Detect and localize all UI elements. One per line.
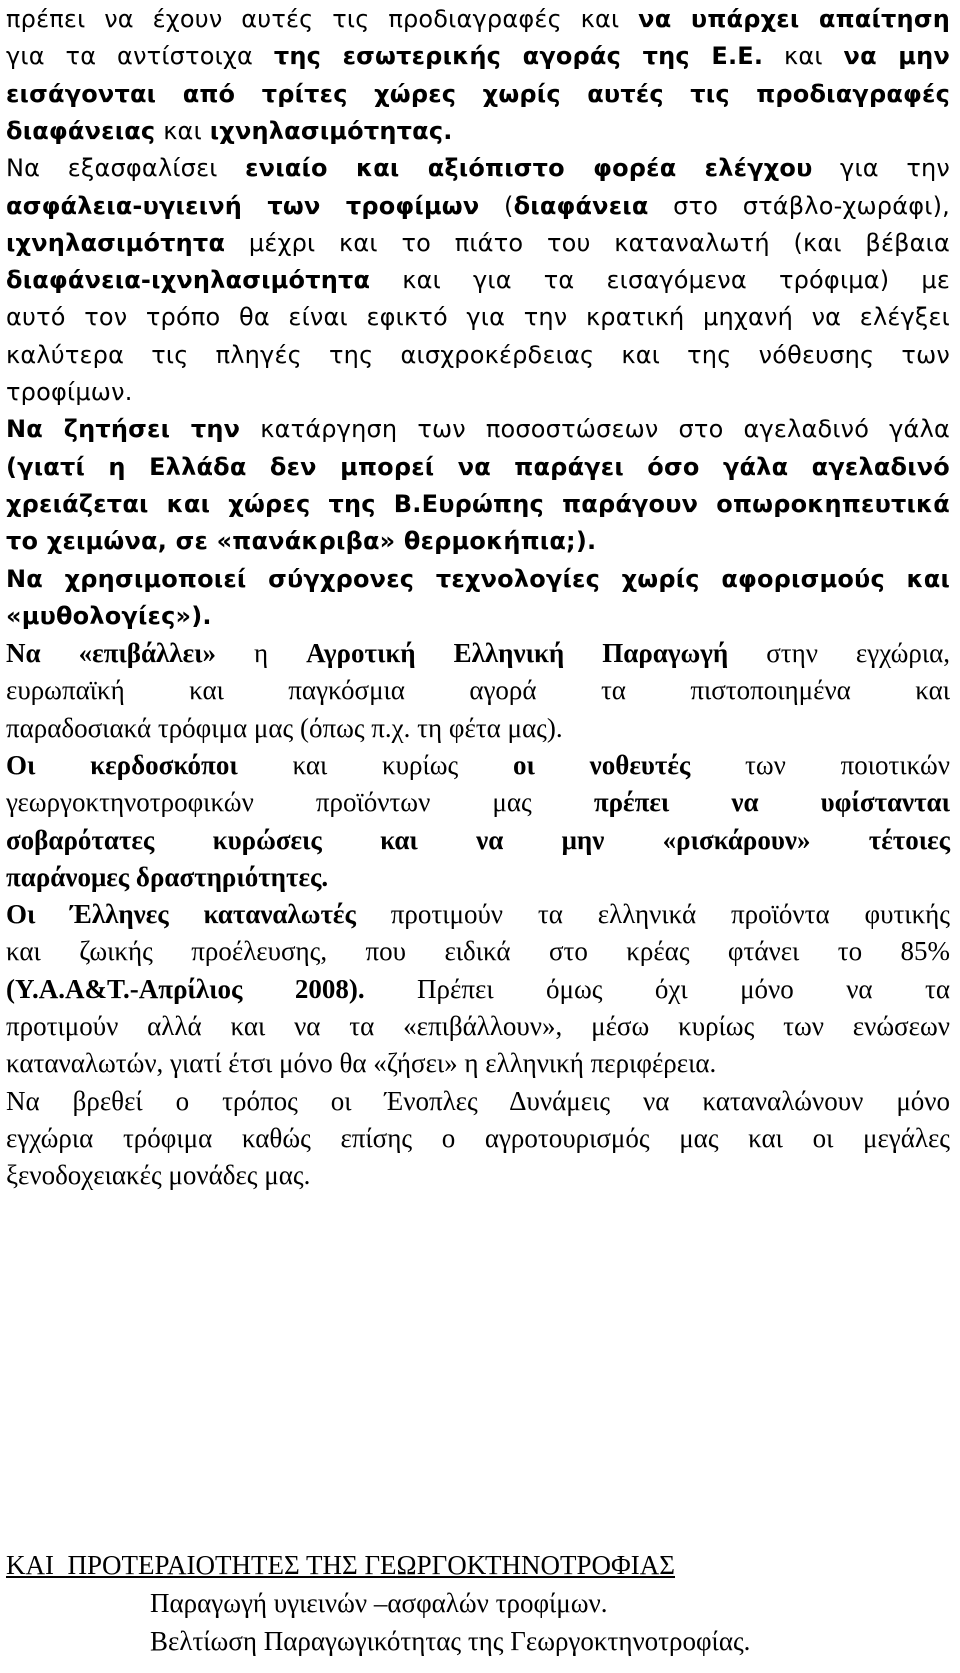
text-run: Να εξασφαλίσει [6,154,246,182]
text-run: για την [812,154,950,182]
bold-text: να μην [843,42,950,70]
text-run: ευρωπαϊκή και παγκόσμια αγορά τα πιστοποιημένα και [6,675,950,705]
text-line [6,336,950,374]
text-line [6,1156,950,1194]
text-run: η [216,638,307,668]
text-run: για τα αντίστοιχα [6,42,274,70]
text-line [6,75,950,113]
bold-text: χρειάζεται και χώρες της Β.Ευρώπης παράγουν οπωροκηπευτικά [6,490,950,518]
text-line [6,0,950,38]
bold-text: ιχνηλασιμότητα [6,229,226,257]
text-line [6,821,950,859]
text-line [6,224,950,262]
text-run: τροφίμων. [6,378,133,406]
text-run: Να βρεθεί ο τρόπος οι Ένοπλες Δυνάμεις να καταναλώνουν μόνο [6,1086,950,1116]
bold-text: εισάγονται από τρίτες χώρες χωρίς αυτές τις προδιαγραφές [6,80,950,108]
text-line [6,709,950,747]
text-line [6,522,950,560]
bold-text: Οι Έλληνες καταναλωτές [6,899,356,929]
text-line [6,261,950,299]
text-line [6,783,950,821]
text-line [6,112,950,150]
priority-item: Παραγωγή υγιεινών –ασφαλών τροφίμων. [150,1588,608,1618]
bold-text: Να χρησιμοποιεί σύγχρονες τεχνολογίες χωρίς αφορισμούς και [6,565,950,593]
text-run: ( [479,192,514,220]
text-run: καλύτερα τις πληγές της αισχροκέρδειας και της νόθευσης των [6,341,950,369]
text-run: εγχώρια τρόφιμα καθώς επίσης ο αγροτουρισμός μας και οι μεγάλες [6,1123,950,1153]
text-run: ξενοδοχειακές μονάδες μας. [6,1160,311,1190]
bold-text: ιχνηλασιμότητας. [209,117,453,145]
bold-text: ενιαίο και αξιόπιστο φορέα ελέγχου [245,154,813,182]
bold-text: διαφάνεια-ιχνηλασιμότητα [6,266,371,294]
section-heading: ΚΑΙ ΠΡΟΤΕΡΑΙΟΤΗΤΕΣ ΤΗΣ ΓΕΩΡΓΟΚΤΗΝΟΤΡΟΦΙΑΣ [6,1550,675,1580]
bold-text: οι νοθευτές [513,750,691,780]
bold-text: το χειμώνα, σε «πανάκριβα» θερμοκήπια;). [6,527,597,555]
text-run: στην εγχώρια, [728,638,950,668]
text-run: παραδοσιακά τρόφιμα μας (όπως π.χ. τη φέτα μας). [6,713,563,743]
text-line [6,298,950,336]
bold-text: να υπάρχει απαίτηση [638,5,950,33]
bold-text: Να ζητήσει την [6,415,241,443]
text-line [6,671,950,709]
bold-text: Αγροτική Ελληνική Παραγωγή [306,638,729,668]
text-run: και για τα εισαγόμενα τρόφιμα) με [370,266,950,294]
bold-text: Οι κερδοσκόποι [6,750,238,780]
text-line [6,149,950,187]
bold-text: πρέπει να υφίστανται [593,787,950,817]
text-line [6,187,950,225]
bold-text: διαφάνειας [6,117,156,145]
text-line [6,410,950,448]
text-run: μέχρι και το πιάτο του καταναλωτή (και βέβαια [225,229,950,257]
bold-text: (Υ.Α.Α&Τ.-Απρίλιος 2008). [6,974,365,1004]
text-line [6,597,950,635]
text-line [6,373,950,411]
text-run: και κυρίως [237,750,514,780]
text-line [6,634,950,672]
text-run: και [155,117,210,145]
text-run: των ποιοτικών [690,750,950,780]
bold-text: σοβαρότατες κυρώσεις και να μην «ρισκάρουν» τέτοιες [6,825,950,855]
text-line [6,895,950,933]
text-line [6,746,950,784]
text-line [6,1082,950,1120]
bold-text: διαφάνεια [513,192,649,220]
text-line [6,1119,950,1157]
text-run: προτιμούν αλλά και να τα «επιβάλλουν», μέσω κυρίως των ενώσεων [6,1011,950,1041]
text-line [6,485,950,523]
bold-text: (γιατί η Ελλάδα δεν μπορεί να παράγει όσο γάλα αγελαδινό [6,453,950,481]
text-line [6,858,950,896]
priority-item: Βελτίωση Παραγωγικότητας της Γεωργοκτηνοτροφίας. [150,1626,751,1656]
text-line [6,1044,950,1082]
text-run: κατάργηση των ποσοστώσεων στο αγελαδινό γάλα [240,415,951,443]
text-line [6,932,950,970]
bold-text: της εσωτερικής αγοράς της Ε.Ε. [273,42,764,70]
text-line [6,37,950,75]
text-line [6,560,950,598]
text-line [6,448,950,486]
text-line [6,970,950,1008]
text-run: πρέπει να έχουν αυτές τις προδιαγραφές και [6,5,639,33]
bold-text: «μυθολογίες»). [6,602,212,630]
text-run: στο στάβλο-χωράφι), [648,192,950,220]
text-run: καταναλωτών, γιατί έτσι μόνο θα «ζήσει» η ελληνική περιφέρεια. [6,1048,717,1078]
text-run: και [763,42,844,70]
text-run: Πρέπει όμως όχι μόνο να τα [364,974,950,1004]
text-run: και ζωικής προέλευσης, που ειδικά στο κρέας φτάνει το 85% [6,936,950,966]
bold-text: Να «επιβάλλει» [6,638,216,668]
bold-text: ασφάλεια-υγιεινή των τροφίμων [6,192,480,220]
text-run: αυτό τον τρόπο θα είναι εφικτό για την κρατική μηχανή να ελέγξει [6,303,950,331]
bold-text: παράνομες δραστηριότητες. [6,862,329,892]
text-run: προτιμούν τα ελληνικά προϊόντα φυτικής [355,899,950,929]
text-run: γεωργοκτηνοτροφικών προϊόντων μας [6,787,594,817]
text-line [6,1007,950,1045]
